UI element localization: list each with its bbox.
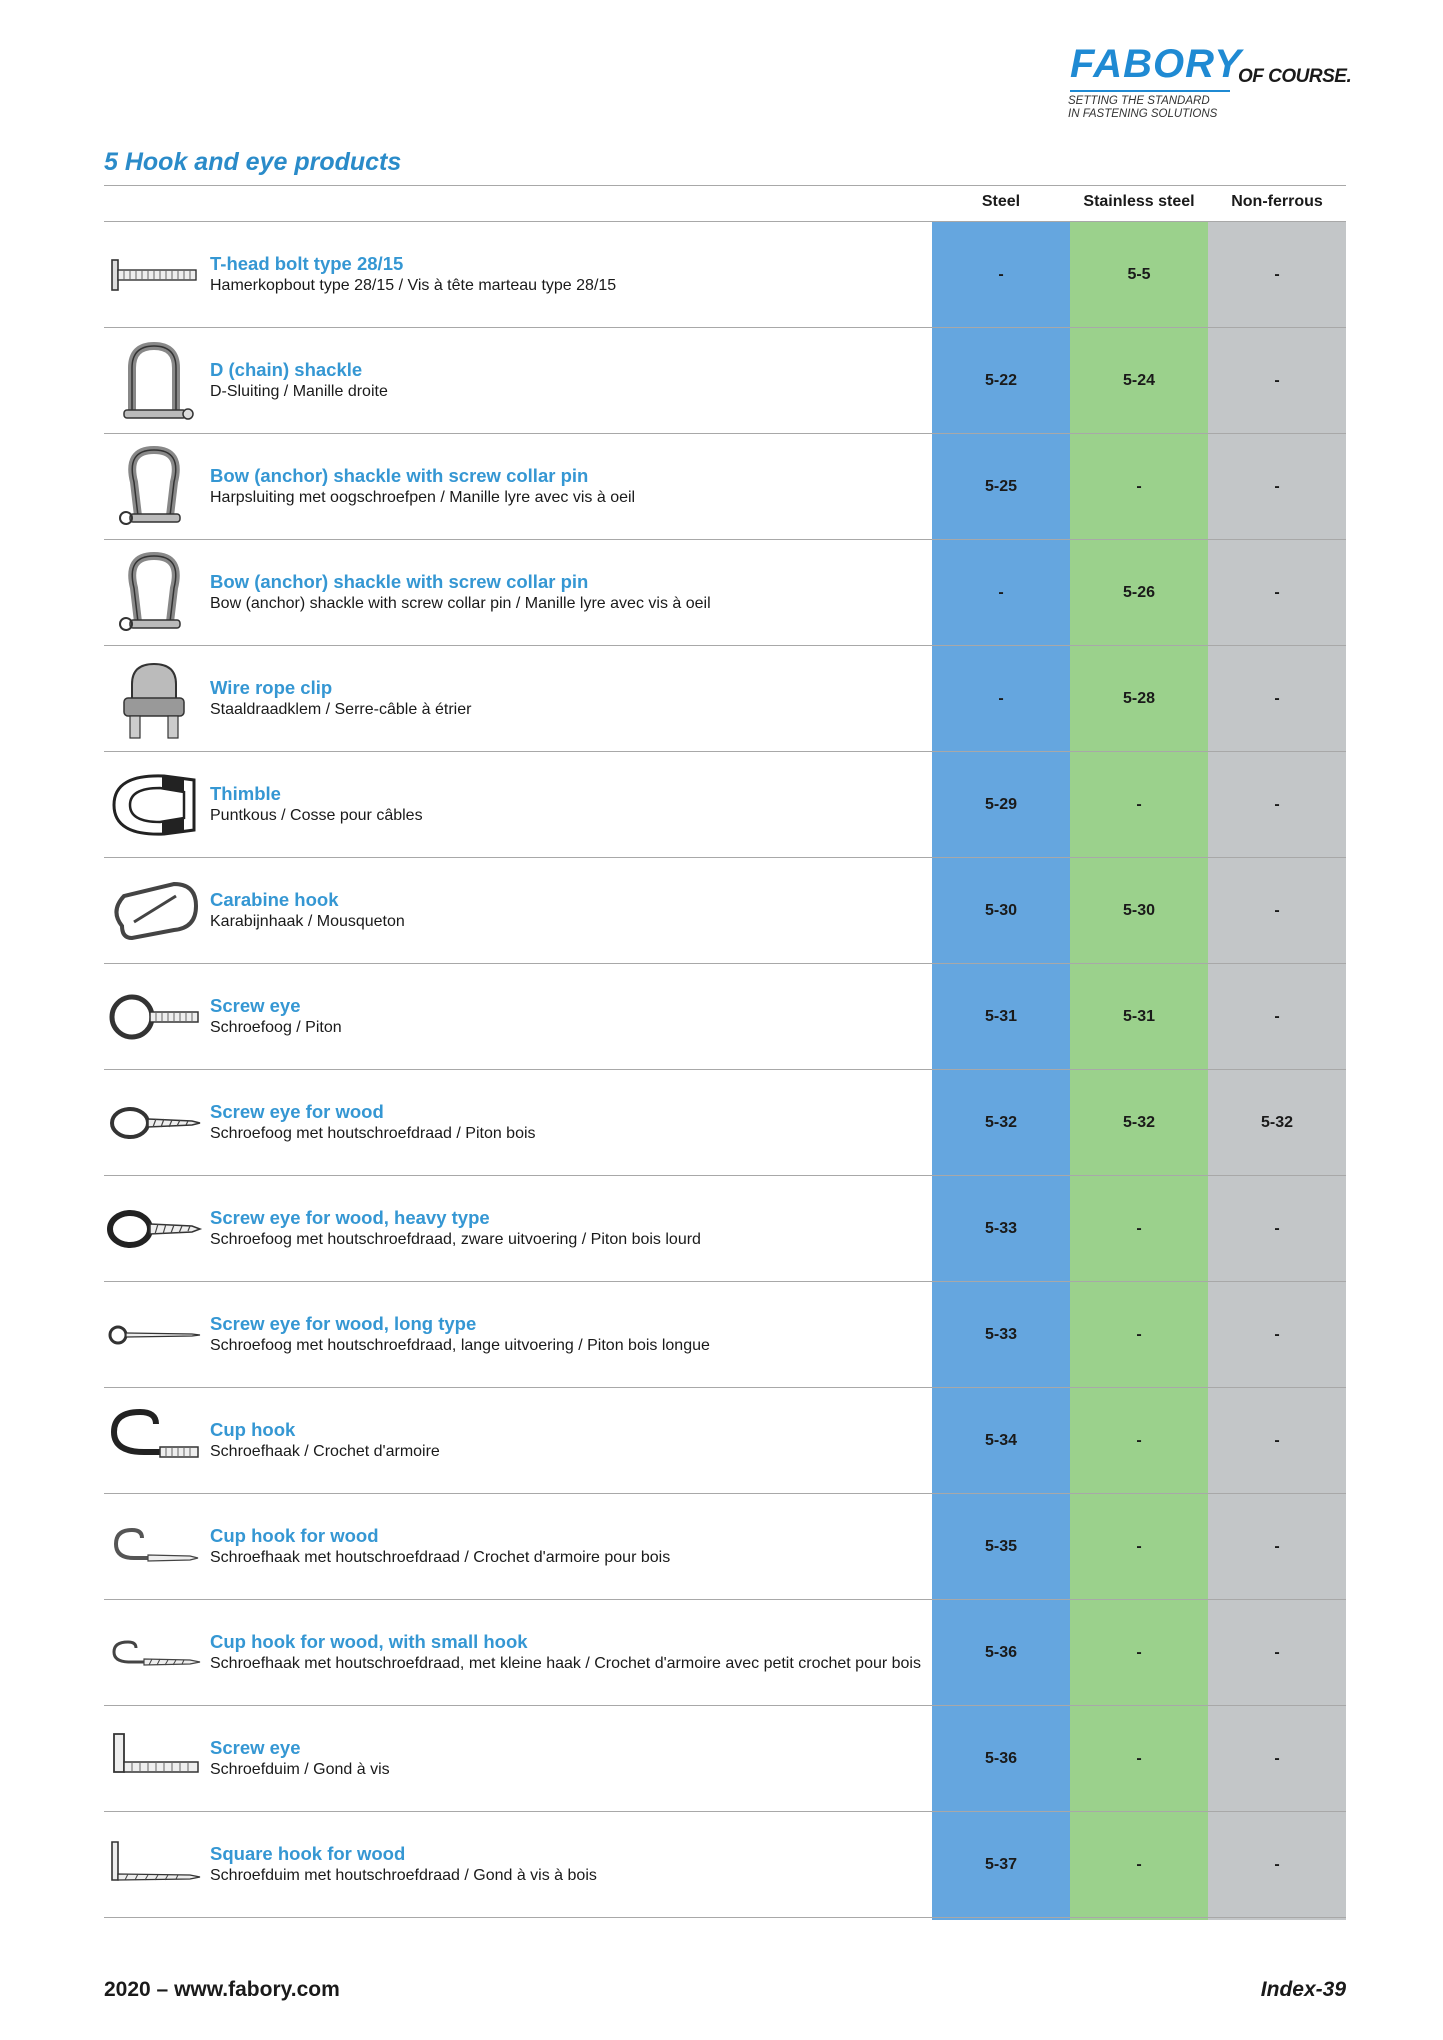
product-name[interactable]: Screw eye: [210, 1736, 301, 1758]
nonferrous-page-ref[interactable]: -: [1274, 265, 1280, 283]
nonferrous-page-ref[interactable]: -: [1274, 1325, 1280, 1343]
product-translation: Schroefoog met houtschroefdraad, zware uitvoering / Piton bois lourd: [210, 1230, 701, 1248]
product-name[interactable]: Screw eye: [210, 994, 301, 1016]
product-description: [210, 540, 1010, 645]
nonferrous-page-ref[interactable]: -: [1274, 1219, 1280, 1237]
column-header-stainless: Stainless steel: [1083, 193, 1195, 210]
product-description: [210, 964, 1010, 1069]
logo-tagline-1: SETTING THE STANDARD: [1068, 95, 1210, 107]
square-hook-icon: [104, 1714, 204, 1804]
product-description: [210, 222, 1010, 327]
stainless-page-ref[interactable]: 5-26: [1122, 583, 1156, 601]
nonferrous-page-ref[interactable]: -: [1274, 689, 1280, 707]
steel-page-ref[interactable]: 5-37: [984, 1855, 1018, 1873]
steel-page-ref[interactable]: 5-33: [984, 1219, 1018, 1237]
nonferrous-page-ref[interactable]: -: [1274, 795, 1280, 813]
logo-tagline-2: IN FASTENING SOLUTIONS: [1068, 108, 1218, 120]
steel-page-ref[interactable]: 5-32: [984, 1113, 1018, 1131]
product-name[interactable]: T-head bolt type 28/15: [210, 252, 404, 274]
table-row: [104, 1600, 1346, 1706]
stainless-page-ref[interactable]: 5-28: [1122, 689, 1156, 707]
fabory-logo: [1070, 40, 1370, 125]
logo-slogan: OF COURSE.: [1238, 66, 1352, 87]
product-translation: Puntkous / Cosse pour câbles: [210, 806, 423, 824]
table-row: [104, 1494, 1346, 1600]
nonferrous-page-ref[interactable]: -: [1274, 901, 1280, 919]
product-description: [210, 1070, 1010, 1175]
product-translation: Schroefoog met houtschroefdraad / Piton bois: [210, 1124, 536, 1142]
bow-shackle-icon: [104, 548, 204, 638]
product-translation: Schroefoog / Piton: [210, 1018, 342, 1036]
product-name[interactable]: Bow (anchor) shackle with screw collar pin: [210, 464, 589, 486]
stainless-page-ref[interactable]: -: [1136, 795, 1142, 813]
table-row: [104, 434, 1346, 540]
product-description: [210, 858, 1010, 963]
stainless-page-ref[interactable]: -: [1136, 1749, 1142, 1767]
stainless-page-ref[interactable]: 5-24: [1122, 371, 1156, 389]
stainless-page-ref[interactable]: -: [1136, 1219, 1142, 1237]
stainless-page-ref[interactable]: -: [1136, 1537, 1142, 1555]
stainless-page-ref[interactable]: -: [1136, 477, 1142, 495]
product-name[interactable]: Cup hook for wood, with small hook: [210, 1630, 528, 1652]
stainless-page-ref[interactable]: -: [1136, 1855, 1142, 1873]
product-name[interactable]: Carabine hook: [210, 888, 339, 910]
product-description: [210, 646, 1010, 751]
steel-page-ref[interactable]: 5-36: [984, 1643, 1018, 1661]
product-description: [210, 1494, 1010, 1599]
product-name[interactable]: Square hook for wood: [210, 1842, 406, 1864]
table-row: [104, 1176, 1346, 1282]
table-row: [104, 1812, 1346, 1918]
nonferrous-page-ref[interactable]: -: [1274, 1537, 1280, 1555]
nonferrous-page-ref[interactable]: -: [1274, 1855, 1280, 1873]
steel-page-ref[interactable]: 5-34: [984, 1431, 1018, 1449]
logo-underline: [1070, 90, 1230, 92]
wire-rope-clip-icon: [104, 654, 204, 744]
product-description: [210, 1706, 1010, 1811]
table-row: [104, 964, 1346, 1070]
table-row: [104, 328, 1346, 434]
table-row: [104, 1706, 1346, 1812]
nonferrous-page-ref[interactable]: -: [1274, 371, 1280, 389]
bow-shackle-icon: [104, 442, 204, 532]
product-translation: Harpsluiting met oogschroefpen / Manille lyre avec vis à oeil: [210, 488, 636, 506]
product-translation: Hamerkopbout type 28/15 / Vis à tête marteau type 28/15: [210, 276, 617, 294]
stainless-page-ref[interactable]: 5-32: [1122, 1113, 1156, 1131]
product-description: [210, 752, 1010, 857]
carabine-hook-icon: [104, 866, 204, 956]
cup-hook-icon: [104, 1396, 204, 1486]
product-translation: Schroefduim / Gond à vis: [210, 1760, 390, 1778]
d-shackle-icon: [104, 336, 204, 426]
column-header-nonferrous: Non-ferrous: [1231, 193, 1323, 210]
steel-page-ref[interactable]: 5-35: [984, 1537, 1018, 1555]
table-row: [104, 752, 1346, 858]
table-row: [104, 1388, 1346, 1494]
product-translation: Schroefhaak met houtschroefdraad / Crochet d'armoire pour bois: [210, 1548, 671, 1566]
nonferrous-page-ref[interactable]: -: [1274, 1643, 1280, 1661]
table-row: [104, 646, 1346, 752]
logo-tagline: [1068, 95, 1217, 121]
row-divider: [104, 1917, 1346, 1918]
stainless-page-ref[interactable]: 5-31: [1122, 1007, 1156, 1025]
nonferrous-page-ref[interactable]: -: [1274, 583, 1280, 601]
product-description: [210, 1388, 1010, 1493]
nonferrous-page-ref[interactable]: -: [1274, 477, 1280, 495]
table-row: [104, 1070, 1346, 1176]
product-description: [210, 1600, 1010, 1705]
page-number: Index-39: [1260, 1978, 1346, 2001]
footer-website: 2020 – www.fabory.com: [104, 1978, 340, 2001]
cup-hook-small-icon: [104, 1608, 204, 1698]
nonferrous-page-ref[interactable]: 5-32: [1260, 1113, 1294, 1131]
cup-hook-wood-icon: [104, 1502, 204, 1592]
product-translation: Schroefhaak met houtschroefdraad, met kleine haak / Crochet d'armoire avec petit crochet pour bois: [210, 1654, 921, 1672]
screw-eye-icon: [104, 972, 204, 1062]
nonferrous-page-ref[interactable]: -: [1274, 1007, 1280, 1025]
product-translation: Staaldraadklem / Serre-câble à étrier: [210, 700, 472, 718]
steel-page-ref[interactable]: 5-33: [984, 1325, 1018, 1343]
product-name[interactable]: Cup hook for wood: [210, 1524, 379, 1546]
product-description: [210, 1282, 1010, 1387]
product-name[interactable]: Screw eye for wood: [210, 1100, 384, 1122]
product-name[interactable]: Cup hook: [210, 1418, 296, 1440]
steel-page-ref[interactable]: -: [998, 689, 1004, 707]
product-description: [210, 1176, 1010, 1281]
steel-page-ref[interactable]: 5-31: [984, 1007, 1018, 1025]
product-translation: D-Sluiting / Manille droite: [210, 382, 388, 400]
product-name[interactable]: Bow (anchor) shackle with screw collar pin: [210, 570, 589, 592]
product-name[interactable]: Screw eye for wood, heavy type: [210, 1206, 490, 1228]
header-rule: [104, 185, 1346, 186]
column-header-steel: Steel: [981, 193, 1021, 210]
table-row: [104, 540, 1346, 646]
steel-page-ref[interactable]: 5-30: [984, 901, 1018, 919]
stainless-page-ref[interactable]: 5-5: [1127, 265, 1151, 283]
product-name[interactable]: Screw eye for wood, long type: [210, 1312, 477, 1334]
screw-eye-wood-icon: [104, 1078, 204, 1168]
thimble-icon: [104, 760, 204, 850]
stainless-page-ref[interactable]: -: [1136, 1643, 1142, 1661]
table-row: [104, 858, 1346, 964]
square-hook-wood-icon: [104, 1820, 204, 1910]
table-row: [104, 1282, 1346, 1388]
stainless-page-ref[interactable]: -: [1136, 1431, 1142, 1449]
steel-page-ref[interactable]: -: [998, 265, 1004, 283]
steel-page-ref[interactable]: 5-29: [984, 795, 1018, 813]
nonferrous-page-ref[interactable]: -: [1274, 1431, 1280, 1449]
product-description: [210, 328, 1010, 433]
table-row: [104, 222, 1346, 328]
product-description: [210, 1812, 1010, 1917]
steel-page-ref[interactable]: 5-25: [984, 477, 1018, 495]
product-description: [210, 434, 1010, 539]
product-translation: Schroefhaak / Crochet d'armoire: [210, 1442, 440, 1460]
product-name[interactable]: D (chain) shackle: [210, 358, 363, 380]
steel-page-ref[interactable]: 5-22: [984, 371, 1018, 389]
product-name[interactable]: Wire rope clip: [210, 676, 333, 698]
product-translation: Bow (anchor) shackle with screw collar pin / Manille lyre avec vis à oeil: [210, 594, 711, 612]
steel-page-ref[interactable]: 5-36: [984, 1749, 1018, 1767]
product-translation: Schroefduim met houtschroefdraad / Gond à vis à bois: [210, 1866, 597, 1884]
logo-brand: FABORY: [1070, 42, 1242, 86]
product-translation: Schroefoog met houtschroefdraad, lange uitvoering / Piton bois longue: [210, 1336, 710, 1354]
product-translation: Karabijnhaak / Mousqueton: [210, 912, 405, 930]
t-head-bolt-icon: [104, 230, 204, 320]
screw-eye-wood-long-icon: [104, 1290, 204, 1380]
stainless-page-ref[interactable]: 5-30: [1122, 901, 1156, 919]
product-name[interactable]: Thimble: [210, 782, 281, 804]
page-title: 5 Hook and eye products: [104, 148, 402, 176]
nonferrous-page-ref[interactable]: -: [1274, 1749, 1280, 1767]
steel-page-ref[interactable]: -: [998, 583, 1004, 601]
screw-eye-wood-heavy-icon: [104, 1184, 204, 1274]
stainless-page-ref[interactable]: -: [1136, 1325, 1142, 1343]
